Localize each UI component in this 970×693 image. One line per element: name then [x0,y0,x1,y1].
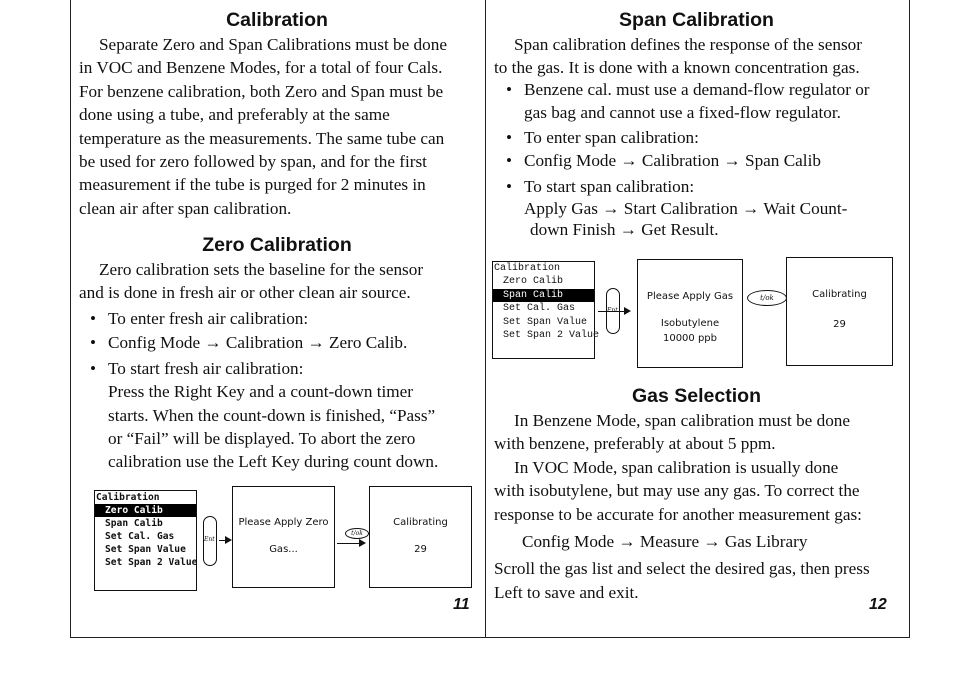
page-number: 12 [869,596,887,613]
calibration-heading: Calibration [226,9,328,31]
text-line: Press the Right Key and a count-down timer [108,382,414,402]
text-line: calibration use the Left Key during count down. [108,452,439,472]
frame-left-border [70,0,71,638]
text-line: in VOC and Benzene Modes, for a total of four Cals. [79,58,443,78]
arrow-right-icon [624,307,631,315]
calibration-menu-screen [94,490,197,591]
enter-key-label: Ent [204,536,215,543]
arrow-right-icon [225,536,232,544]
gas-selection-body [494,409,899,604]
text-line: response to be accurate for another measurement gas: [494,504,862,524]
arrow-line [598,311,624,312]
gas-library-path: Config Mode → Measure → Gas Library [522,532,808,552]
text-line: Scroll the gas list and select the desired gas, then press [494,559,870,579]
span-bullet-list [506,78,899,240]
text-line: measurement if the tube is purged for 2 minutes in [79,175,426,195]
zero-calibration-intro [79,258,475,305]
frame-center-divider [485,0,486,638]
menu-item-set-span-2-value: Set Span 2 Value [503,330,600,342]
frame-bottom-border [70,637,910,638]
screen-text: Please Apply Gas [646,291,734,302]
menu-title: Calibration [494,263,561,274]
menu-item-set-cal-gas: Set Cal. Gas [503,303,576,315]
calibrating-screen [369,486,472,588]
zero-bullet-list [90,307,475,474]
menu-title: Calibration [96,492,160,503]
screen-text: 29 [414,544,427,555]
text-line: clean air after span calibration. [79,198,292,218]
menu-item-set-span-2-value: Set Span 2 Value [105,557,198,568]
list-item: • To start span calibration: [506,176,695,196]
text-line: and is done in fresh air or other clean air source. [79,283,411,303]
screen-text: Please Apply Zero [238,517,329,528]
ok-key-icon: t/ok [747,290,787,306]
list-item: • To start fresh air calibration: [90,358,304,378]
zero-calibration-heading: Zero Calibration [202,234,352,256]
text-line: done using a tube, and preferably at the same [79,105,390,125]
screen-text: Gas... [269,544,298,555]
menu-item-span-calib: Span Calib [105,518,163,529]
span-calibration-intro [494,33,899,80]
arrow-line [337,543,359,544]
ok-key-icon: t/ok [345,528,369,539]
text-line: or “Fail” will be displayed. To abort the zero [108,429,416,449]
page-number: 11 [453,596,470,613]
calibrating-screen [786,257,893,366]
menu-item-set-span-value: Set Span Value [105,544,186,555]
screen-text: 29 [833,319,846,330]
list-item: • To enter span calibration: [506,127,699,147]
gas-selection-heading: Gas Selection [632,385,761,407]
text-line: with benzene, preferably at about 5 ppm. [494,434,776,454]
text-line: Apply Gas → Start Calibration → Wait Count- [524,199,848,219]
menu-item-span-calib: Span Calib [493,289,594,302]
list-item: • Config Mode → Calibration → Span Calib [506,151,821,171]
span-calibration-heading: Span Calibration [619,9,774,31]
calibration-body [79,33,475,220]
text-line: to the gas. It is done with a known concentration gas. [494,58,860,78]
span-detail-text [506,198,899,240]
calibration-menu-screen [492,261,600,359]
text-line: Span calibration defines the response of the sensor [514,35,862,54]
text-line: be used for zero followed by span, and for the first [79,152,427,172]
text-line: Left to save and exit. [494,582,639,602]
list-item: • Benzene cal. must use a demand-flow regulator or gas bag and cannot use a fixed-flow regulator. [506,80,870,123]
text-line: temperature as the measurements. The same tube can [79,128,445,148]
menu-item-set-cal-gas: Set Cal. Gas [105,531,175,542]
arrow-right-icon [359,539,366,547]
text-line: down Finish → Get Result. [530,220,719,240]
screen-text: Calibrating [812,289,867,300]
list-item: • To enter fresh air calibration: [90,309,309,328]
text-line: Zero calibration sets the baseline for the sensor [99,260,424,279]
frame-right-border [909,0,910,638]
menu-item-zero-calib: Zero Calib [503,276,564,288]
zero-detail-text [90,380,475,474]
text-line: Separate Zero and Span Calibrations must be done [99,35,447,54]
screen-text: Calibrating [393,517,448,528]
menu-item-set-span-value: Set Span Value [503,316,588,328]
screen-text: Isobutylene [660,318,720,329]
list-item: • Config Mode → Calibration → Zero Calib. [90,333,408,353]
menu-item-zero-calib: Zero Calib [95,504,196,517]
text-line: For benzene calibration, both Zero and Span must be [79,81,444,101]
text-line: In Benzene Mode, span calibration must be done [514,411,851,430]
text-line: with isobutylene, but may use any gas. To correct the [494,481,860,501]
screen-text: 10000 ppb [662,333,718,344]
apply-zero-screen [232,486,335,588]
text-line: In VOC Mode, span calibration is usually done [514,457,839,477]
text-line: starts. When the count-down is finished, “Pass” [108,405,436,425]
apply-gas-screen [637,259,743,368]
